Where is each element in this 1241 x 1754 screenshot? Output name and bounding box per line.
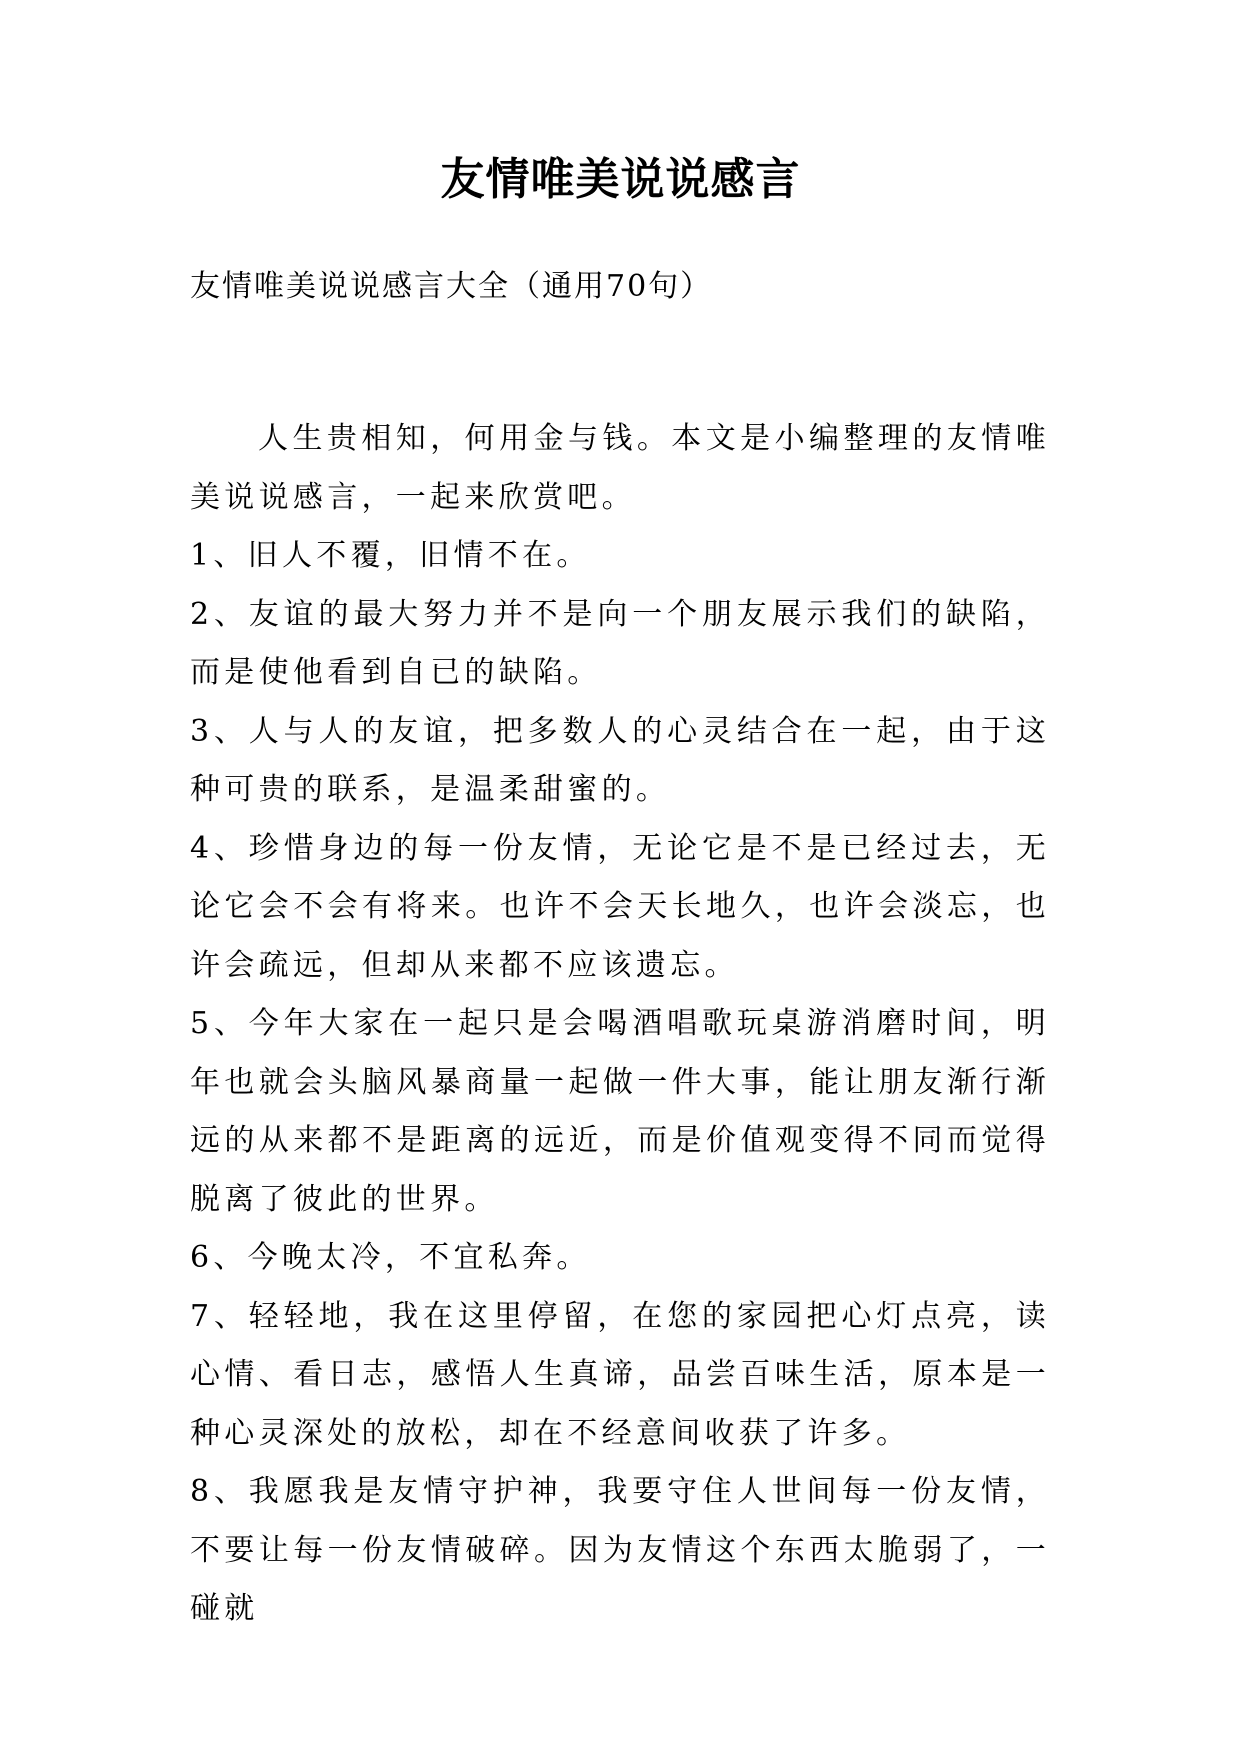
list-item: 8、我愿我是友情守护神，我要守住人世间每一份友情，不要让每一份友情破碎。因为友情这个东西太脆弱了，一碰就 [190, 1474, 1050, 1626]
list-item: 6、今晚太冷，不宜私奔。 [190, 1240, 591, 1275]
document-body [190, 410, 1050, 1639]
list-item: 3、人与人的友谊，把多数人的心灵结合在一起，由于这种可贵的联系，是温柔甜蜜的。 [190, 713, 1050, 807]
list-item: 2、友谊的最大努力并不是向一个朋友展示我们的缺陷，而是使他看到自已的缺陷。 [190, 596, 1050, 690]
list-item: 4、珍惜身边的每一份友情，无论它是不是已经过去，无论它会不会有将来。也许不会天长地久，也许会淡忘，也许会疏远，但却从来都不应该遗忘。 [190, 830, 1050, 983]
list-item: 7、轻轻地，我在这里停留，在您的家园把心灯点亮，读心情、看日志，感悟人生真谛，品尝百味生活，原本是一种心灵深处的放松，却在不经意间收获了许多。 [190, 1298, 1050, 1451]
document-title: 友情唯美说说感言 [440, 154, 801, 205]
document-subtitle: 友情唯美说说感言大全（通用70句） [190, 269, 713, 304]
list-item: 1、旧人不覆，旧情不在。 [190, 538, 591, 573]
intro-paragraph: 人生贵相知，何用金与钱。本文是小编整理的友情唯美说说感言，一起来欣赏吧。 [190, 421, 1050, 515]
list-item: 5、今年大家在一起只是会喝酒唱歌玩桌游消磨时间，明年也就会头脑风暴商量一起做一件大事，能让朋友渐行渐远的从来都不是距离的远近，而是价值观变得不同而觉得脱离了彼此的世界。 [190, 1006, 1050, 1217]
